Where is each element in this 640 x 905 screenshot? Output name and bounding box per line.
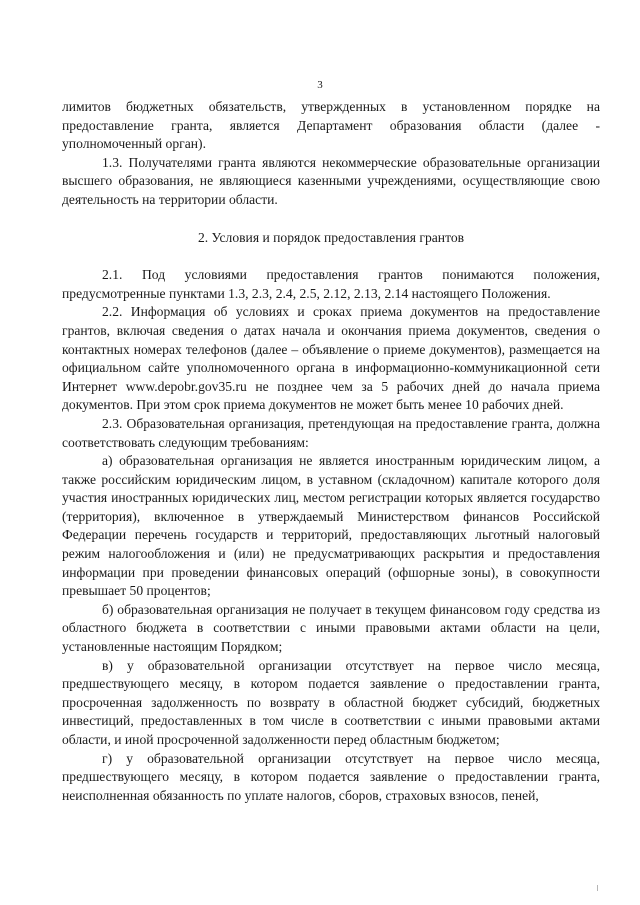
section-heading: 2. Условия и порядок предоставления грантов (197, 229, 465, 245)
paragraph-2-3: 2.3. Образовательная организация, претендующая на предоставление гранта, должна соответствовать следующим требованиям: (62, 415, 600, 450)
paragraph-2-2: 2.2. Информация об условиях и сроках приема документов на предоставление грантов, включая сведения о датах начала и окончания приема документов, сведения о контактных номерах телефонов (далее – объявление о приеме документов), размещается на официальном сайте уполномоченного органа в информационно-коммуникационной сети Интернет www.depobr.gov35.ru не позднее чем за 5 рабочих дней до начала приема документов. При этом срок приема документов не может быть менее 10 рабочих дней. (62, 304, 600, 413)
paragraph-item-b: б) образовательная организация не получает в текущем финансовом году средства из областного бюджета в соответствии с иными правовыми актами области на цели, установленные настоящим Порядком; (62, 601, 600, 655)
spacer (62, 247, 600, 266)
scan-mark (597, 885, 598, 891)
paragraph-1-3: 1.3. Получателями гранта являются некоммерческие образовательные организации высшего образования, не являющиеся казенными учреждениями, осуществляющие свою деятельность на территории области. (62, 154, 600, 207)
document-body (62, 98, 600, 805)
page-number: 3 (317, 79, 323, 91)
paragraph-item-g: г) у образовательной организации отсутствует на первое число месяца, предшествующего месяцу, в котором подается заявление о предоставлении гранта, неисполненная обязанность по уплате налогов, сборов, страховых взносов, пеней, (62, 750, 600, 803)
paragraph-item-v: в) у образовательной организации отсутствует на первое число месяца, предшествующего месяцу, в котором подается заявление о предоставлении гранта, просроченная задолженность по возврату в областной бюджет субсидий, бюджетных инвестиций, предоставленных в том числе в соответствии с иными правовыми актами области, и иной просроченной задолженности перед областным бюджетом; (62, 657, 600, 747)
spacer (62, 210, 600, 229)
paragraph-continuation: лимитов бюджетных обязательств, утвержденных в установленном порядке на предоставление гранта, является Департамент образования области (далее - уполномоченный орган). (62, 99, 600, 152)
paragraph-item-a: а) образовательная организация не является иностранным юридическим лицом, а также российским юридическим лицом, в уставном (складочном) капитале которого доля участия иностранных юридических лиц, местом регистрации которых является государство (территория), включенное в утверждаемый Министерством финансов Российской Федерации перечень государств и территорий, предоставляющих льготный налоговый режим налогообложения и (или) не предусматривающих раскрытия и предоставления информации при проведении финансовых операций (офшорные зоны), в совокупности превышает 50 процентов; (62, 453, 600, 599)
paragraph-2-1: 2.1. Под условиями предоставления грантов понимаются положения, предусмотренные пунктами 1.3, 2.3, 2.4, 2.5, 2.12, 2.13, 2.14 настоящего Положения. (62, 267, 600, 301)
